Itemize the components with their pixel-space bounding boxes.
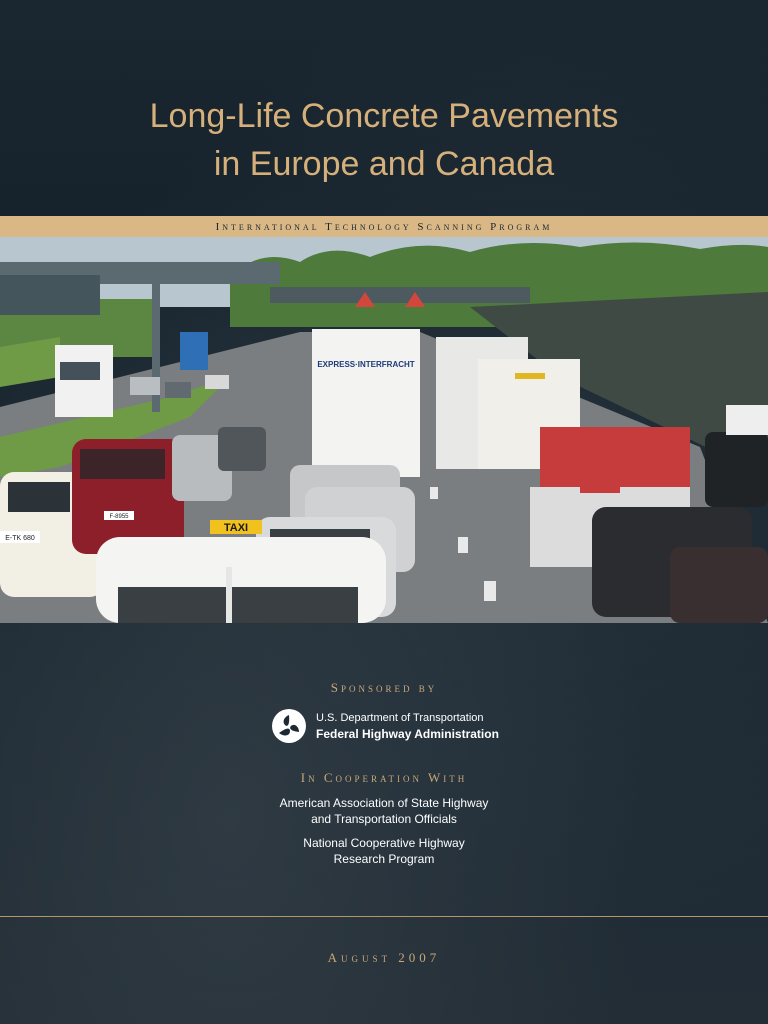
highway-traffic-photo (0, 237, 768, 623)
distant-truck (180, 332, 208, 370)
report-title (0, 92, 768, 188)
express-truck (312, 329, 420, 477)
aashto-name: American Association of State Highway and Transportation Officials (279, 796, 489, 826)
traffic-illustration (0, 237, 768, 623)
program-band (0, 216, 768, 237)
usdot-fhwa-block (272, 706, 512, 746)
lane-marking (430, 487, 438, 499)
title-line-2: in Europe and Canada (213, 145, 555, 183)
rear-gantry (270, 287, 530, 303)
truck-sign: EXPRESS·INTERFRACHT (317, 360, 415, 369)
program-name: International Technology Scanning Program (215, 220, 553, 233)
white-truck-left (55, 345, 113, 417)
administration-name: Federal Highway Administration (316, 727, 499, 741)
svg-text:F-8955: F-8955 (109, 514, 129, 520)
license-plate: E-TK 680 (5, 535, 35, 542)
title-line-1: Long-Life Concrete Pavements (149, 97, 619, 135)
sponsor-heading: Sponsored by (330, 680, 438, 695)
agency-text (316, 710, 499, 742)
svg-text:TAXI: TAXI (223, 522, 249, 534)
nchrp-name: National Cooperative Highway Research Program (303, 836, 465, 866)
publication-date: August 2007 (327, 950, 441, 965)
divider-rule (0, 916, 768, 917)
department-name: U.S. Department of Transportation (316, 712, 484, 724)
dot-logo-icon (272, 709, 306, 743)
cooperation-heading: In Cooperation With (300, 770, 468, 785)
